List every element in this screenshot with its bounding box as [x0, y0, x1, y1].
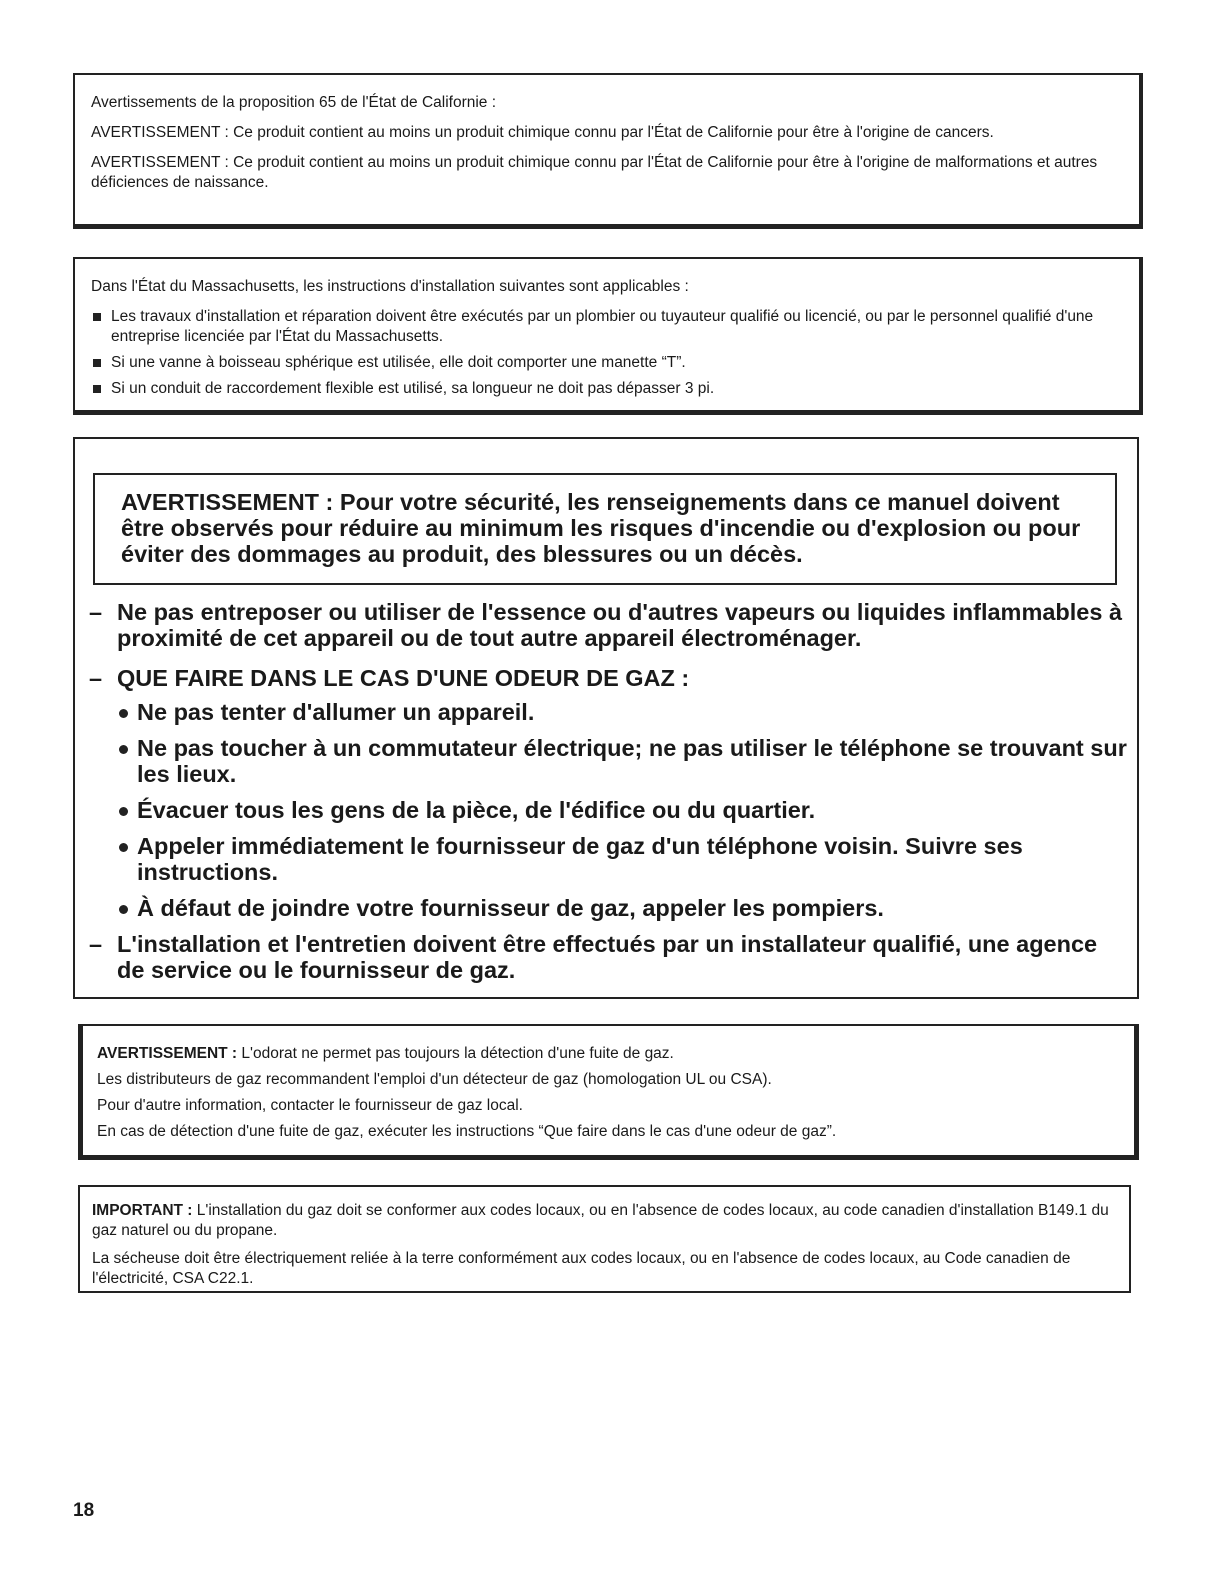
safety-warning-box [73, 437, 1139, 999]
bullet-icon [119, 709, 128, 718]
important-box [78, 1185, 1131, 1293]
list-item: Si une vanne à boisseau sphérique est utilisée, elle doit comporter une manette “T”. [91, 353, 1121, 373]
bullet-icon [119, 807, 128, 816]
gas-odor-steps [117, 699, 1129, 921]
gas-odor-heading: – QUE FAIRE DANS LE CAS D'UNE ODEUR DE GAZ : [89, 665, 690, 691]
list-item: Évacuer tous les gens de la pièce, de l'édifice ou du quartier. [117, 797, 1129, 823]
list-item: Les travaux d'installation et réparation doivent être exécutés par un plombier ou tuyauteur qualifié ou licencié, ou par le personnel qualifié d'une entreprise licenciée par l'État du Massachusetts. [91, 307, 1121, 347]
list-item: Ne pas tenter d'allumer un appareil. [117, 699, 1129, 725]
safety-instructions [89, 599, 1129, 997]
bullet-icon [119, 843, 128, 852]
odor-warning-line: AVERTISSEMENT : L'odorat ne permet pas toujours la détection d'une fuite de gaz. [97, 1045, 674, 1062]
installation-item: – L'installation et l'entretien doivent être effectués par un installateur qualifié, une agence de service ou le fournisseur de gaz. [89, 931, 1098, 983]
dash-marker: – [89, 931, 103, 957]
prop65-cancer-warning: AVERTISSEMENT : Ce produit contient au moins un produit chimique connu par l'État de Californie pour être à l'origine de cancers. [91, 124, 994, 141]
list-item: Appeler immédiatement le fournisseur de gaz d'un téléphone voisin. Suivre ses instructions. [117, 833, 1129, 885]
safety-headline-box [93, 473, 1117, 585]
massachusetts-list [91, 307, 1121, 399]
dash-marker: – [89, 665, 103, 691]
dash-marker: – [89, 599, 103, 625]
massachusetts-box [73, 257, 1143, 415]
important-label: IMPORTANT : [92, 1202, 193, 1219]
important-gas-code: IMPORTANT : L'installation du gaz doit se conformer aux codes locaux, ou en l'absence de codes locaux, au code canadien d'installation B149.1 du gaz naturel ou du propane. [92, 1202, 1109, 1239]
odor-warning-action: En cas de détection d'une fuite de gaz, exécuter les instructions “Que faire dans le cas d'une odeur de gaz”. [97, 1123, 837, 1140]
odor-warning-box [78, 1024, 1139, 1160]
odor-warning-detector: Les distributeurs de gaz recommandent l'emploi d'un détecteur de gaz (homologation UL ou CSA). [97, 1071, 772, 1088]
square-bullet-icon [93, 313, 101, 321]
bullet-icon [119, 905, 128, 914]
page-number: 18 [73, 1500, 95, 1521]
no-storage-item: – Ne pas entreposer ou utiliser de l'essence ou d'autres vapeurs ou liquides inflammables à proximité de cet appareil ou de tout autre appareil électroménager. [89, 599, 1123, 651]
list-item: Ne pas toucher à un commutateur électrique; ne pas utiliser le téléphone se trouvant sur les lieux. [117, 735, 1129, 787]
prop65-heading: Avertissements de la proposition 65 de l'État de Californie : [91, 94, 497, 111]
safety-headline: AVERTISSEMENT : Pour votre sécurité, les renseignements dans ce manuel doivent être observés pour réduire au minimum les risques d'incendie ou d'explosion ou pour éviter des dommages au produit, des blessures ou un décès. [121, 489, 1081, 567]
square-bullet-icon [93, 385, 101, 393]
odor-warning-label: AVERTISSEMENT : [97, 1045, 238, 1062]
important-electrical-code: La sécheuse doit être électriquement reliée à la terre conformément aux codes locaux, ou en l'absence de codes locaux, au Code canadien de l'électricité, CSA C22.1. [92, 1250, 1071, 1287]
prop65-birth-warning: AVERTISSEMENT : Ce produit contient au moins un produit chimique connu par l'État de Californie pour être à l'origine de malformations et autres déficiences de naissance. [91, 154, 1098, 191]
list-item: À défaut de joindre votre fournisseur de gaz, appeler les pompiers. [117, 895, 1129, 921]
square-bullet-icon [93, 359, 101, 367]
bullet-icon [119, 745, 128, 754]
massachusetts-intro: Dans l'État du Massachusetts, les instructions d'installation suivantes sont applicables : [91, 278, 689, 295]
list-item: Si un conduit de raccordement flexible est utilisé, sa longueur ne doit pas dépasser 3 pi. [91, 379, 1121, 399]
prop65-warning-box [73, 73, 1143, 229]
odor-warning-info: Pour d'autre information, contacter le fournisseur de gaz local. [97, 1097, 523, 1114]
